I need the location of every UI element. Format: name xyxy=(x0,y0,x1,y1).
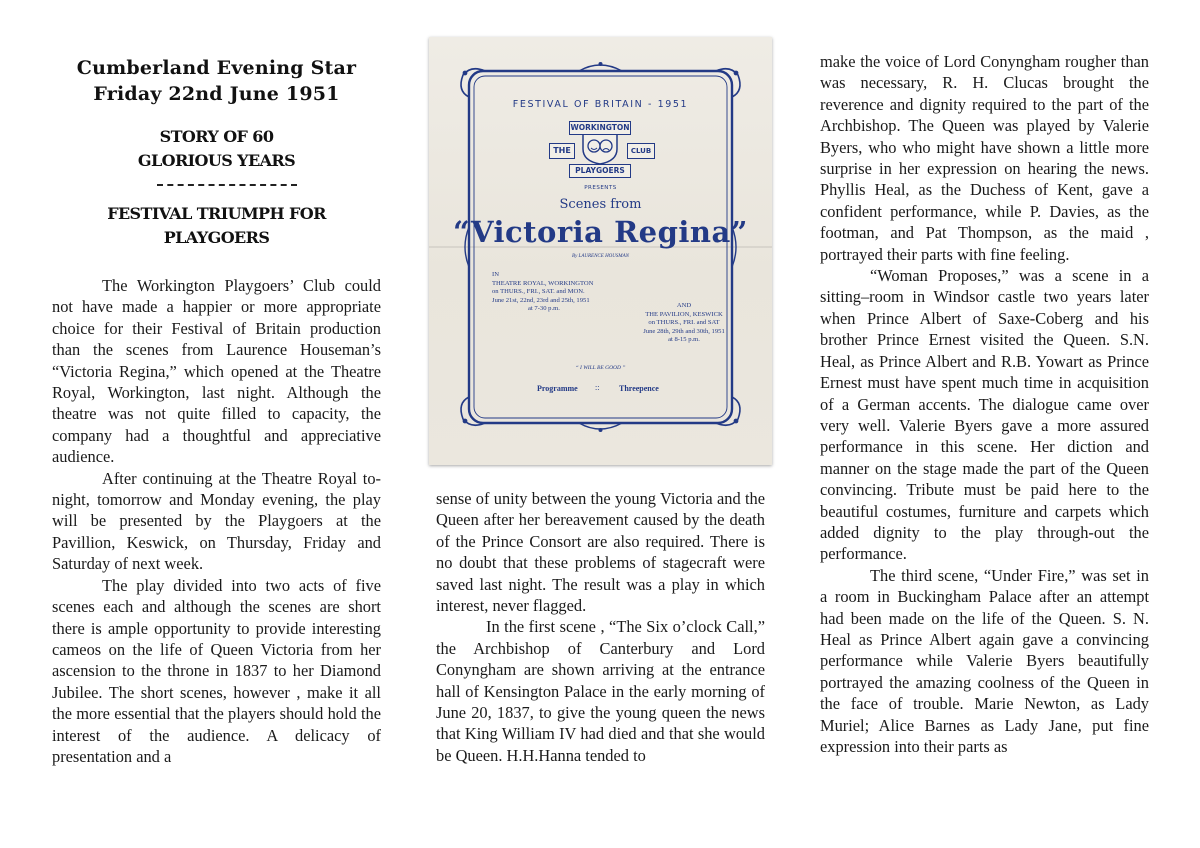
venue-line: IN xyxy=(492,271,499,278)
masthead-date: Friday 22nd June 1951 xyxy=(93,83,340,105)
venue-line: at 8-15 p.m. xyxy=(668,336,700,344)
programme-image xyxy=(429,37,772,465)
programme-venue-keswick xyxy=(614,302,754,345)
article-paragraph: The play divided into two acts of five scenes each and although the scenes are short there is ample opportunity to provide interesting cameos on the life of Queen Victoria from her ascension to the throne in 1837 to her Diamond Jubilee. The short scenes, however , make it all the more essential that the players should hold the interest of the audience. A delicacy of presentation and a xyxy=(52,575,381,766)
article-paragraph: In the first scene , “The Six o’clock Call,” the Archbishop of Canterbury and Lord Conyngham are shown arriving at the entrance hall of Kensington Palace in the early morning of June 20, 1837, to give the young queen the news that King William IV had died and that she would be Queen. H.H.Hanna tended to xyxy=(436,617,765,765)
venue-line: June 28th, 29th and 30th, 1951 xyxy=(643,327,725,335)
article-paragraph: After continuing at the Theatre Royal to-night, tomorrow and Monday evening, the play will be presented by the Playgoers at the Pavillion, Keswick, on Thursday, Friday and Saturday of next week. xyxy=(52,468,381,574)
programme-author: By LAURENCE HOUSMAN xyxy=(572,254,629,259)
article-column-3 xyxy=(820,51,1149,757)
venue-line: THE PAVILION, KESWICK xyxy=(645,310,723,318)
headline-primary xyxy=(52,125,381,173)
logo-the: THE xyxy=(549,143,575,159)
article-column-1 xyxy=(52,275,381,767)
programme-presents: PRESENTS xyxy=(584,185,617,191)
venue-line: on THURS., FRI. and SAT xyxy=(648,319,720,327)
programme-scenes-from: Scenes from xyxy=(559,197,642,212)
article-paragraph: The third scene, “Under Fire,” was set in a room in Buckingham Palace after an attempt had been made on the life of the Queen. S. N. Heal as Prince Albert again gave a convincing performance while Valerie Byers beautifully portrayed the amazing coolness of the Queen in the face of trouble. Marie Newton, as Lady Muriel; Alice Barnes as Lady Jane, put fine expression into their parts as xyxy=(820,565,1149,756)
theatre-masks-icon xyxy=(581,131,619,165)
venue-line: June 21st, 22nd, 23rd and 25th, 1951 xyxy=(492,296,590,304)
headline-primary-line2: GLORIOUS YEARS xyxy=(137,151,296,170)
article-paragraph: The Workington Playgoers’ Club could not have made a happier or more appropriate choice for their Festival of Britain production than the scenes from Laurence Houseman’s “Victoria Regina,” which opened at the Theatre Royal, Workington, last night. Although the theatre was not quite filled to capacity, the company had a thoughtful and appreciative audience. xyxy=(52,276,381,467)
venue-line: at 7-30 p.m. xyxy=(528,305,560,313)
programme-quote: “ I WILL BE GOOD ” xyxy=(575,365,626,371)
headline-secondary-line1: FESTIVAL TRIUMPH FOR xyxy=(107,204,326,223)
programme-separator: :: xyxy=(595,383,600,392)
logo-club: CLUB xyxy=(627,143,655,159)
programme-price: Threepence xyxy=(619,384,659,393)
headline-secondary-line2: PLAYGOERS xyxy=(163,228,270,247)
club-logo xyxy=(547,121,655,179)
venue-line: THEATRE ROYAL, WORKINGTON xyxy=(492,279,594,287)
article-paragraph: sense of unity between the young Victoria and the Queen after her bereavement caused by the death of the Prince Consort are also required. There is no doubt that these problems of stagecraft were saved last night. The result was a play in which interest, never flagged. xyxy=(436,489,765,616)
article-paragraph: “Woman Proposes,” was a scene in a sitting–room in Windsor castle two years later when Prince Albert of Saxe-Coberg and his brother Prince Ernest visited the Queen. S.N. Heal, as Prince Albert and R.B. Yowart as Prince Ernest must have spent much time in acquisition of a German accents. The dialogue came over very well. Valerie Byers gave a more assured performance in this scene. Her diction and manner on the stage made the part of the Queen convincing. Tribute must be paid here to the beautiful costumes, furniture and carpets which added dignity to the play through-out the performance. xyxy=(820,266,1149,564)
headline-secondary xyxy=(52,202,381,250)
article-column-2 xyxy=(436,488,765,766)
programme-festival-line: FESTIVAL OF BRITAIN - 1951 xyxy=(512,99,689,110)
logo-workington: WORKINGTON xyxy=(569,121,631,135)
venue-line: AND xyxy=(676,302,692,309)
headline-primary-line1: STORY OF 60 xyxy=(159,127,274,146)
programme-label: Programme xyxy=(537,384,578,393)
venue-line: on THURS., FRI., SAT. and MON. xyxy=(492,288,585,296)
headline-divider xyxy=(157,184,297,186)
programme-title: “Victoria Regina” xyxy=(453,215,748,249)
masthead xyxy=(52,55,381,107)
logo-playgoers: PLAYGOERS xyxy=(569,164,631,178)
article-paragraph: make the voice of Lord Conyngham rougher than was necessary, R. H. Clucas brought the reverence and dignity required to the part of the Archbishop. The Queen was played by Valerie Byers, who who might have shown a little more surprise in her expression on hearing the news. Phyllis Heal, as the Duchess of Kent, gave a confident performance, while P. Davies, as the footman, and Pat Thompson, as the maid , portrayed their parts with fine feeling. xyxy=(820,52,1149,264)
masthead-paper: Cumberland Evening Star xyxy=(76,57,357,79)
